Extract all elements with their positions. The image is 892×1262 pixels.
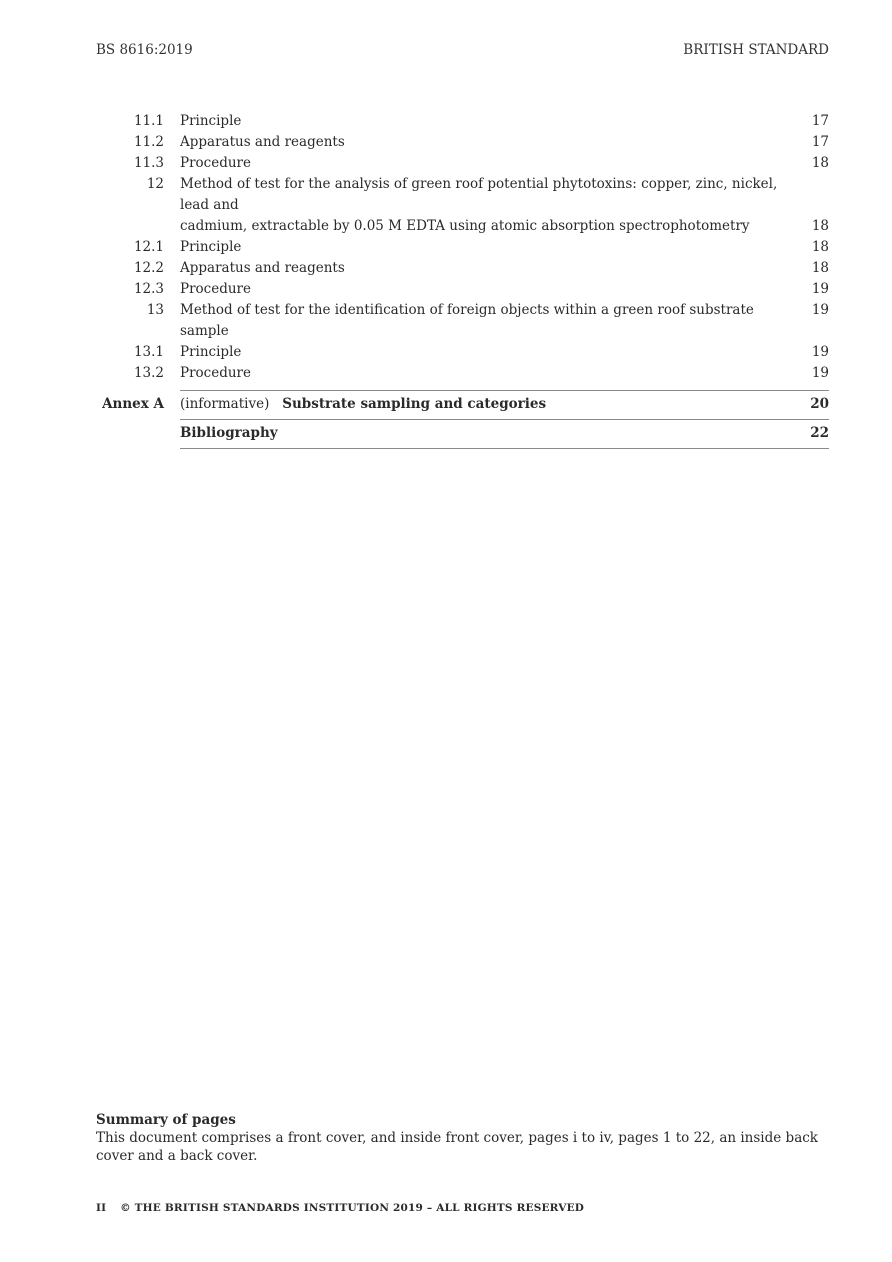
toc-entry[interactable]	[96, 279, 829, 300]
toc-entry-number: 13.1	[133, 344, 164, 360]
toc-bibliography-entry[interactable]	[96, 420, 829, 448]
toc-entry-title: Apparatus and reagents	[180, 260, 345, 276]
toc-entry-page: 18	[811, 218, 829, 234]
toc-entry-number: 13.2	[133, 365, 164, 381]
toc-entry-title: Procedure	[180, 155, 251, 171]
toc-entry[interactable]	[96, 111, 829, 132]
toc-entry-title-line-1: Method of test for the analysis of green roof potential phytotoxins: copper, zinc, nickel, lead and	[180, 176, 778, 213]
table-of-contents	[96, 111, 829, 449]
toc-entry-number: 11.3	[133, 155, 164, 171]
toc-annex-page: 20	[810, 396, 829, 412]
toc-divider	[180, 448, 829, 449]
toc-entry-title: Principle	[180, 113, 242, 129]
toc-entry[interactable]	[96, 258, 829, 279]
toc-entry-title: Apparatus and reagents	[180, 134, 345, 150]
toc-entry-title: Principle	[180, 239, 242, 255]
footer-page-number: II	[96, 1202, 107, 1214]
toc-entry-page: 17	[811, 113, 829, 129]
toc-entry[interactable]	[96, 174, 829, 237]
toc-entry[interactable]	[96, 132, 829, 153]
running-header-doc-id: BS 8616:2019	[96, 42, 193, 58]
summary-text: This document comprises a front cover, and inside front cover, pages i to iv, pages 1 to 22, an inside back cover and a back cover.	[96, 1130, 818, 1164]
toc-annex-entry[interactable]	[96, 391, 829, 419]
toc-entry-number: 11.2	[133, 134, 164, 150]
toc-bibliography-title: Bibliography	[180, 425, 278, 441]
toc-entry-page: 18	[811, 239, 829, 255]
toc-entry-page: 19	[811, 302, 829, 318]
running-header-title: BRITISH STANDARD	[683, 42, 829, 58]
toc-entry-page: 19	[811, 365, 829, 381]
toc-entry-page: 19	[811, 344, 829, 360]
toc-entry-page: 19	[811, 281, 829, 297]
toc-entry-page: 17	[811, 134, 829, 150]
toc-entry[interactable]	[96, 300, 829, 342]
toc-entry-number: 12.3	[133, 281, 164, 297]
toc-annex-title: Substrate sampling and categories	[282, 396, 547, 412]
toc-entry-number: 13	[146, 302, 164, 318]
toc-back-matter	[96, 390, 829, 449]
summary-of-pages	[96, 1111, 829, 1165]
toc-bibliography-page: 22	[810, 425, 829, 441]
toc-entry-number: 12.2	[133, 260, 164, 276]
toc-annex-title-wrap	[180, 394, 789, 415]
toc-entry-page: 18	[811, 260, 829, 276]
toc-entry-title: Procedure	[180, 281, 251, 297]
footer-copyright: © THE BRITISH STANDARDS INSTITUTION 2019 – ALL RIGHTS RESERVED	[120, 1202, 585, 1214]
toc-entry-number: 12	[146, 176, 164, 192]
toc-bibliography-number	[96, 423, 164, 444]
page-footer	[96, 1202, 584, 1214]
toc-entry[interactable]	[96, 363, 829, 384]
toc-entry[interactable]	[96, 237, 829, 258]
toc-entry-title: Principle	[180, 344, 242, 360]
toc-annex-label: Annex A	[102, 396, 164, 412]
toc-entry-title: Method of test for the identification of foreign objects within a green roof substrate sample	[180, 302, 754, 339]
toc-entry-title-line-2: cadmium, extractable by 0.05 M EDTA using atomic absorption spectrophotometry	[180, 218, 750, 234]
summary-title: Summary of pages	[96, 1112, 236, 1128]
toc-entry-title	[180, 174, 789, 237]
toc-entry-title: Procedure	[180, 365, 251, 381]
toc-entry-page: 18	[811, 155, 829, 171]
toc-entry-number: 12.1	[133, 239, 164, 255]
toc-annex-qualifier: (informative)	[180, 396, 270, 412]
toc-entry[interactable]	[96, 153, 829, 174]
toc-entry[interactable]	[96, 342, 829, 363]
toc-entry-number: 11.1	[133, 113, 164, 129]
